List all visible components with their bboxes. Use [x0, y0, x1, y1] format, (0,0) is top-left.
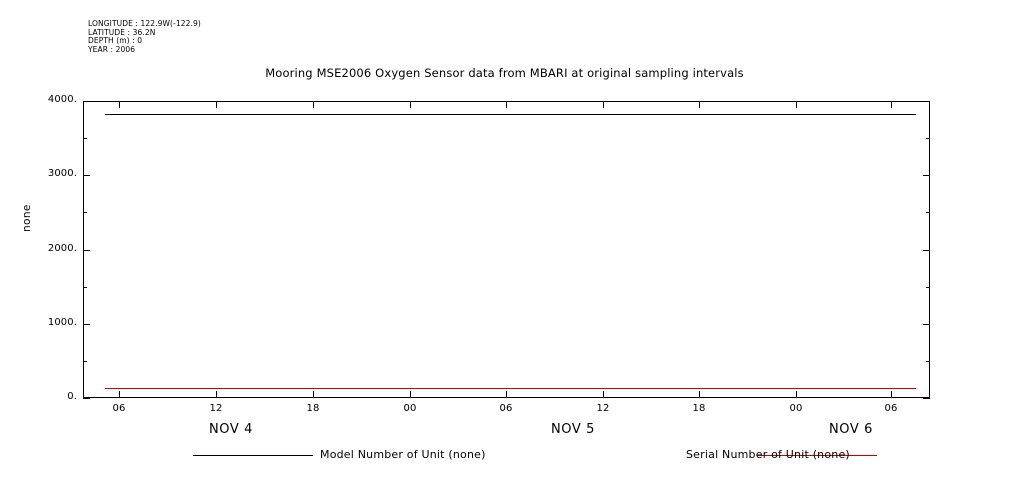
x-axis-tick-label: 12	[596, 403, 610, 414]
x-axis-tick-mark	[796, 101, 797, 108]
y-axis-tick-mark	[923, 101, 930, 102]
x-axis-tick-label: 12	[209, 403, 223, 414]
chart-legend	[0, 446, 1009, 472]
plot-area	[83, 101, 930, 398]
chart-title: Mooring MSE2006 Oxygen Sensor data from MBARI at original sampling intervals	[265, 66, 744, 80]
y-axis-tick-mark	[83, 175, 90, 176]
y-axis-minor-tick-mark	[83, 138, 87, 139]
x-axis-tick-mark	[891, 101, 892, 108]
x-axis-tick-mark	[216, 391, 217, 398]
x-axis-tick-mark	[119, 101, 120, 108]
x-axis-tick-label: 00	[403, 403, 417, 414]
y-axis-tick-mark	[83, 101, 90, 102]
x-axis-tick-mark	[603, 101, 604, 108]
x-axis-tick-label: 18	[692, 403, 706, 414]
x-axis-tick-label: 06	[499, 403, 513, 414]
y-axis-minor-tick-mark	[926, 287, 930, 288]
y-axis-tick-mark	[923, 398, 930, 399]
x-axis-tick-mark	[313, 391, 314, 398]
y-axis-minor-tick-mark	[83, 287, 87, 288]
x-axis-tick-mark	[313, 101, 314, 108]
x-axis-tick-mark	[506, 391, 507, 398]
y-axis-minor-tick-mark	[926, 212, 930, 213]
y-axis-tick-mark	[83, 324, 90, 325]
x-axis-tick-mark	[410, 391, 411, 398]
x-axis-day-label: NOV 5	[550, 422, 596, 437]
y-axis-tick-mark	[923, 250, 930, 251]
x-axis-tick-mark	[506, 101, 507, 108]
x-axis-tick-mark	[119, 391, 120, 398]
metadata-depth: DEPTH (m) : 0	[88, 36, 143, 46]
y-axis-tick-label: 1000.	[47, 316, 77, 328]
y-axis-minor-tick-mark	[926, 361, 930, 362]
y-axis-tick-mark	[923, 324, 930, 325]
y-axis-label: none	[21, 204, 33, 232]
x-axis-tick-mark	[699, 391, 700, 398]
y-axis-tick-label: 2000.	[47, 242, 77, 254]
y-axis-minor-tick-mark	[83, 361, 87, 362]
station-metadata	[88, 20, 201, 54]
metadata-year: YEAR : 2006	[88, 44, 136, 54]
x-axis-day-label: NOV 4	[208, 422, 254, 437]
legend-color-swatch	[193, 455, 313, 456]
y-axis-tick-mark	[83, 398, 90, 399]
x-axis-tick-label: 18	[306, 403, 320, 414]
series-line-2	[105, 388, 916, 389]
metadata-latitude: LATITUDE : 36.2N	[88, 27, 156, 37]
x-axis-tick-mark	[216, 101, 217, 108]
x-axis-tick-label: 06	[884, 403, 898, 414]
x-axis-tick-mark	[796, 391, 797, 398]
x-axis-tick-mark	[891, 391, 892, 398]
x-axis-tick-mark	[410, 101, 411, 108]
metadata-longitude: LONGITUDE : 122.9W(-122.9)	[88, 19, 201, 28]
y-axis-tick-label: 3000.	[47, 168, 77, 180]
y-axis-tick-mark	[923, 175, 930, 176]
x-axis-tick-label: 00	[789, 403, 803, 414]
legend-label: Model Number of Unit (none)	[320, 448, 486, 461]
x-axis-tick-label: 06	[112, 403, 126, 414]
y-axis-tick-label: 4000.	[47, 94, 77, 105]
x-axis-tick-mark	[699, 101, 700, 108]
series-line-1	[105, 114, 916, 115]
y-axis-tick-mark	[83, 250, 90, 251]
y-axis-minor-tick-mark	[83, 212, 87, 213]
y-axis-tick-label: 0.	[67, 391, 77, 402]
x-axis-day-label: NOV 6	[828, 422, 874, 437]
legend-label: Serial Number of Unit (none)	[686, 448, 850, 461]
y-axis-minor-tick-mark	[926, 138, 930, 139]
x-axis-tick-mark	[603, 391, 604, 398]
